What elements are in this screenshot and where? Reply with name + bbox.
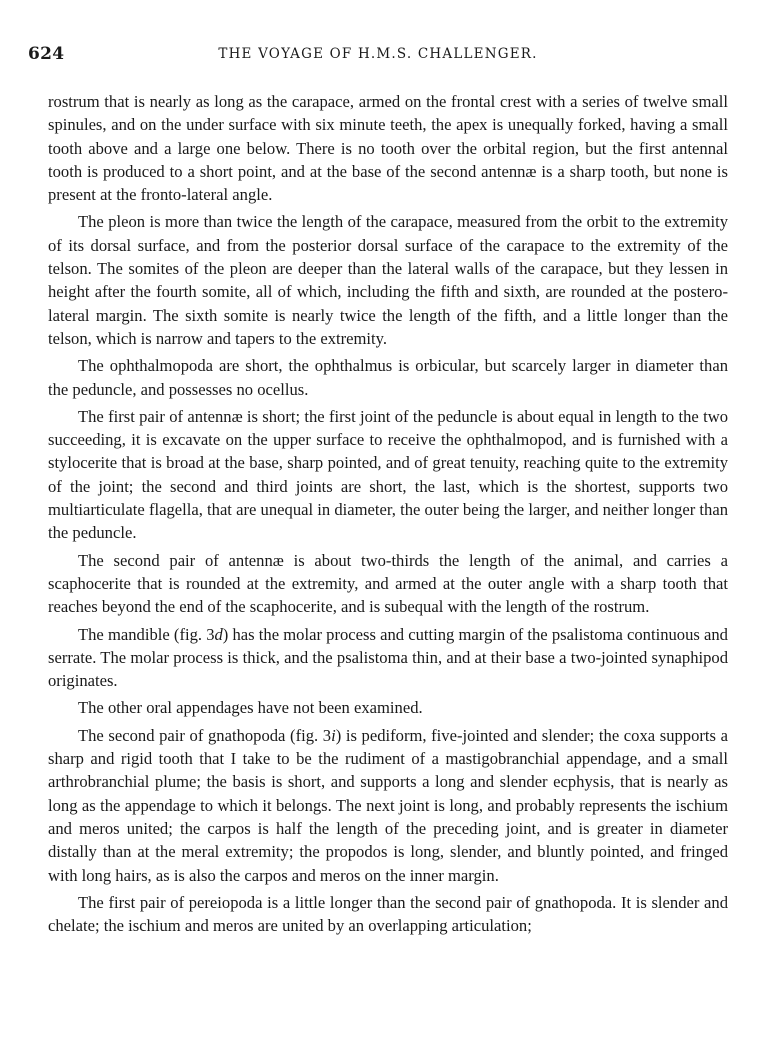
paragraph-first-antennae: The first pair of antennæ is short; the first joint of the peduncle is about equal in length to the two succeeding, it is excavate on the upper surface to receive the ophthalmopod, and is furnished with a stylocerite that is broad at the base, sharp pointed, and of great tenuity, reaching quite to the extremity of the joint; the second and third joints are short, the last, which is the shortest, supports two multiarticulate flagella, that are unequal in diameter, the outer being the larger, and neither longer than the peduncle.: [48, 406, 728, 543]
paragraph-gnathopoda-text-after: ) is pediform, five-jointed and slender; the coxa supports a sharp and rigid tooth that I take to be the rudiment of a mastigobranchial appendage, and a small arthrobranchial plume; the basis is short, and supports a long and slender ecphysis, that is nearly as long as the appendage to which it belongs. The next joint is long, and probably represents the ischium and meros united; the carpos is half the length of the preceding joint, and is greater in diameter distally than at the meral extremity; the propodos is long, slender, and bluntly pointed, and fringed with long hairs, as is also the carpos and meros on the inner margin.: [48, 725, 728, 885]
figure-reference: i: [331, 725, 336, 745]
paragraph-oral-appendages: The other oral appendages have not been examined.: [78, 698, 423, 718]
paragraph-mandible-text-after: ) has the molar process and cutting margin of the psalistoma continuous and serrate. The molar process is thick, and the psalistoma thin, and at their base a two-jointed synaphipod originates.: [48, 624, 728, 691]
paragraph-rostrum-continued: rostrum that is nearly as long as the carapace, armed on the frontal crest with a series of twelve small spinules, and on the under surface with six minute teeth, the apex is unequally forked, having a small tooth above and a large one below. There is no tooth over the orbital region, but the first antennal tooth is produced to a short point, and at the base of the second antennæ is a sharp tooth, but none is present at the fronto-lateral angle.: [48, 92, 728, 205]
figure-reference: d: [214, 624, 223, 644]
paragraph-mandible: [48, 623, 728, 693]
page-number: 624: [28, 44, 65, 64]
paragraph-pleon: The pleon is more than twice the length of the carapace, measured from the orbit to the extremity of its dorsal surface, and from the posterior dorsal surface of the carapace to the extremity of the telson. The somites of the pleon are deeper than the lateral walls of the carapace, but they lessen in height after the fourth somite, all of which, including the fifth and sixth, are rounded at the postero-lateral margin. The sixth somite is nearly twice the length of the fifth, and a little longer than the telson, which is narrow and tapers to the extremity.: [48, 212, 728, 348]
paragraph-first-pereiopoda: The first pair of pereiopoda is a little longer than the second pair of gnathopoda. It is slender and chelate; the ischium and meros are united by an overlapping articulation;: [48, 892, 728, 936]
paragraph-mandible-text-before: The mandible (fig. 3: [78, 624, 215, 644]
paragraph-second-antennae: The second pair of antennæ is about two-thirds the length of the animal, and carries a scaphocerite that is rounded at the extremity, and armed at the outer angle with a sharp tooth that reaches beyond the end of the scaphocerite, and is subequal with the length of the rostrum.: [48, 550, 728, 617]
body-text: [48, 90, 728, 941]
paragraph-gnathopoda-text-before: The second pair of gnathopoda (fig. 3: [78, 725, 332, 745]
page-header: [28, 44, 728, 68]
paragraph-ophthalmopoda: The ophthalmopoda are short, the ophthalmus is orbicular, but scarcely larger in diameter than the peduncle, and possesses no ocellus.: [48, 356, 728, 399]
running-title: THE VOYAGE OF H.M.S. CHALLENGER.: [218, 46, 538, 62]
paragraph-second-gnathopoda: [48, 724, 728, 887]
